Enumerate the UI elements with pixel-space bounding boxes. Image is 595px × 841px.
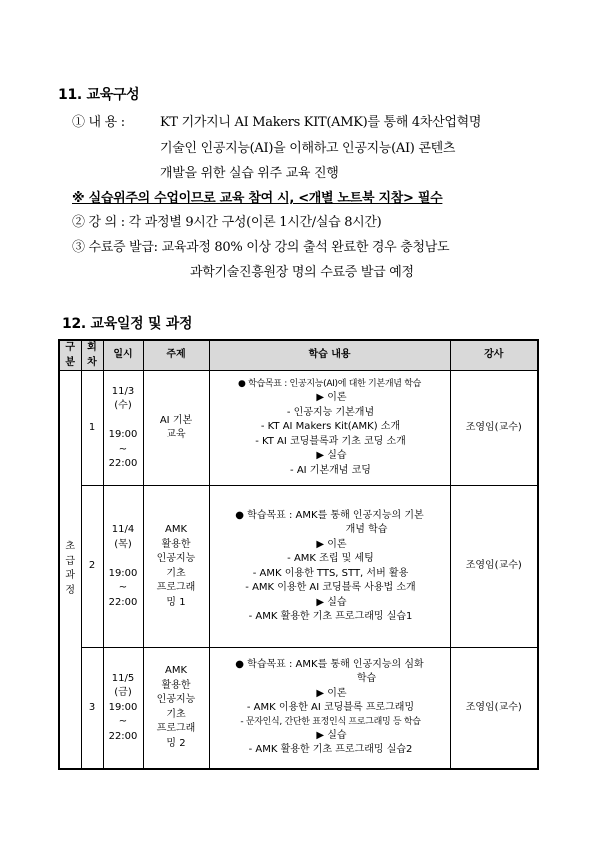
table-row: [59, 648, 538, 769]
table-header-row: [59, 340, 538, 371]
content-line: 학습: [356, 673, 377, 685]
content-line: ● 학습목표 : 인공지능(AI)에 대한 기본개념 학습: [238, 378, 421, 389]
item1-label: ① 내 용 :: [72, 115, 125, 130]
item3-line-1: ③ 수료증 발급: 교육과정 80% 이상 강의 출석 완료한 경우 충청남도: [72, 240, 450, 255]
item3-line-2: 과학기술진흥원장 명의 수료증 발급 예정: [190, 265, 414, 280]
instructor-cell: 조영임(교수): [450, 371, 538, 486]
instructor-cell: 조영임(교수): [450, 648, 538, 769]
schedule-table: [58, 339, 539, 770]
category-cell: 초 급 과 정: [59, 371, 81, 769]
content-line: ▶ 실습: [316, 729, 347, 741]
content-cell: [209, 486, 450, 648]
header-content: 학습 내용: [209, 340, 450, 371]
content-line: ▶ 이론: [316, 687, 347, 699]
topic-cell: AMK 활용한 인공지능 기초 프로그래 밍 2: [143, 648, 209, 769]
content-line: ▶ 이론: [316, 392, 347, 404]
header-session: 회 차: [81, 340, 103, 371]
content-cell: [209, 371, 450, 486]
content-line: - 인공지능 기본개념: [286, 406, 375, 418]
topic-cell: AMK 활용한 인공지능 기초 프로그래 밍 1: [143, 486, 209, 648]
session-cell: 3: [81, 648, 103, 769]
content-line: - AMK 활용한 기초 프로그래밍 실습1: [248, 611, 413, 622]
content-line: - AMK 조립 및 세팅: [287, 553, 374, 564]
header-topic: 주제: [143, 340, 209, 371]
content-line: - 문자인식, 간단한 표정인식 프로그래밍 등 학습: [240, 716, 421, 727]
content-line: ▶ 이론: [316, 538, 347, 550]
item1-line-3: 개발을 위한 실습 위주 교육 진행: [160, 166, 339, 181]
date-cell: 11/5 (금) 19:00 ~ 22:00: [103, 648, 143, 769]
notice-text: ※ 실습위주의 수업이므로 교육 참여 시, <개별 노트북 지참> 필수: [72, 191, 443, 206]
item1-line-1: KT 기가지니 AI Makers KIT(AMK)를 통해 4차산업혁명: [160, 115, 482, 130]
content-line: - KT AI 코딩블록과 기초 코딩 소개: [255, 435, 406, 447]
instructor-cell: 조영임(교수): [450, 486, 538, 648]
content-line: ● 학습목표 : AMK를 통해 인공지능의 심화: [235, 658, 424, 670]
date-cell: 11/4 (목) 19:00 ~ 22:00: [103, 486, 143, 648]
section-12-title: 12. 교육일정 및 과정: [62, 316, 193, 332]
notice-line: [72, 187, 442, 206]
session-cell: 1: [81, 371, 103, 486]
content-line: - AMK 이용한 AI 코딩블록 프로그래밍: [246, 702, 415, 714]
content-cell: [209, 648, 450, 769]
content-line: ▶ 실습: [316, 596, 347, 608]
content-line: - AMK 이용한 AI 코딩블록 사용법 소개: [245, 582, 416, 593]
item1-line-2: 기술인 인공지능(AI)을 이해하고 인공지능(AI) 콘텐츠: [160, 141, 456, 156]
item2-line: ② 강 의 : 각 과정별 9시간 구성(이론 1시간/실습 8시간): [72, 215, 382, 230]
session-cell: 2: [81, 486, 103, 648]
topic-cell: AI 기본 교육: [143, 371, 209, 486]
content-line: - AMK 이용한 TTS, STT, 서버 활용: [252, 567, 409, 579]
date-cell: 11/3 (수) 19:00 ~ 22:00: [103, 371, 143, 486]
content-line: - AMK 활용한 기초 프로그래밍 실습2: [248, 744, 413, 756]
content-line: 개념 학습: [345, 524, 388, 535]
header-instructor: 강사: [450, 340, 538, 371]
content-line: ● 학습목표 : AMK를 통해 인공지능의 기본: [235, 509, 424, 521]
header-date: 일시: [103, 340, 143, 371]
content-line: ▶ 실습: [316, 450, 347, 462]
table-row: [59, 486, 538, 648]
section-11-title: 11. 교육구성: [58, 87, 140, 103]
header-category: 구 분: [59, 340, 81, 371]
content-line: - KT AI Makers Kit(AMK) 소개: [260, 421, 401, 433]
table-row: [59, 371, 538, 486]
content-line: - AI 기본개념 코딩: [290, 464, 371, 476]
